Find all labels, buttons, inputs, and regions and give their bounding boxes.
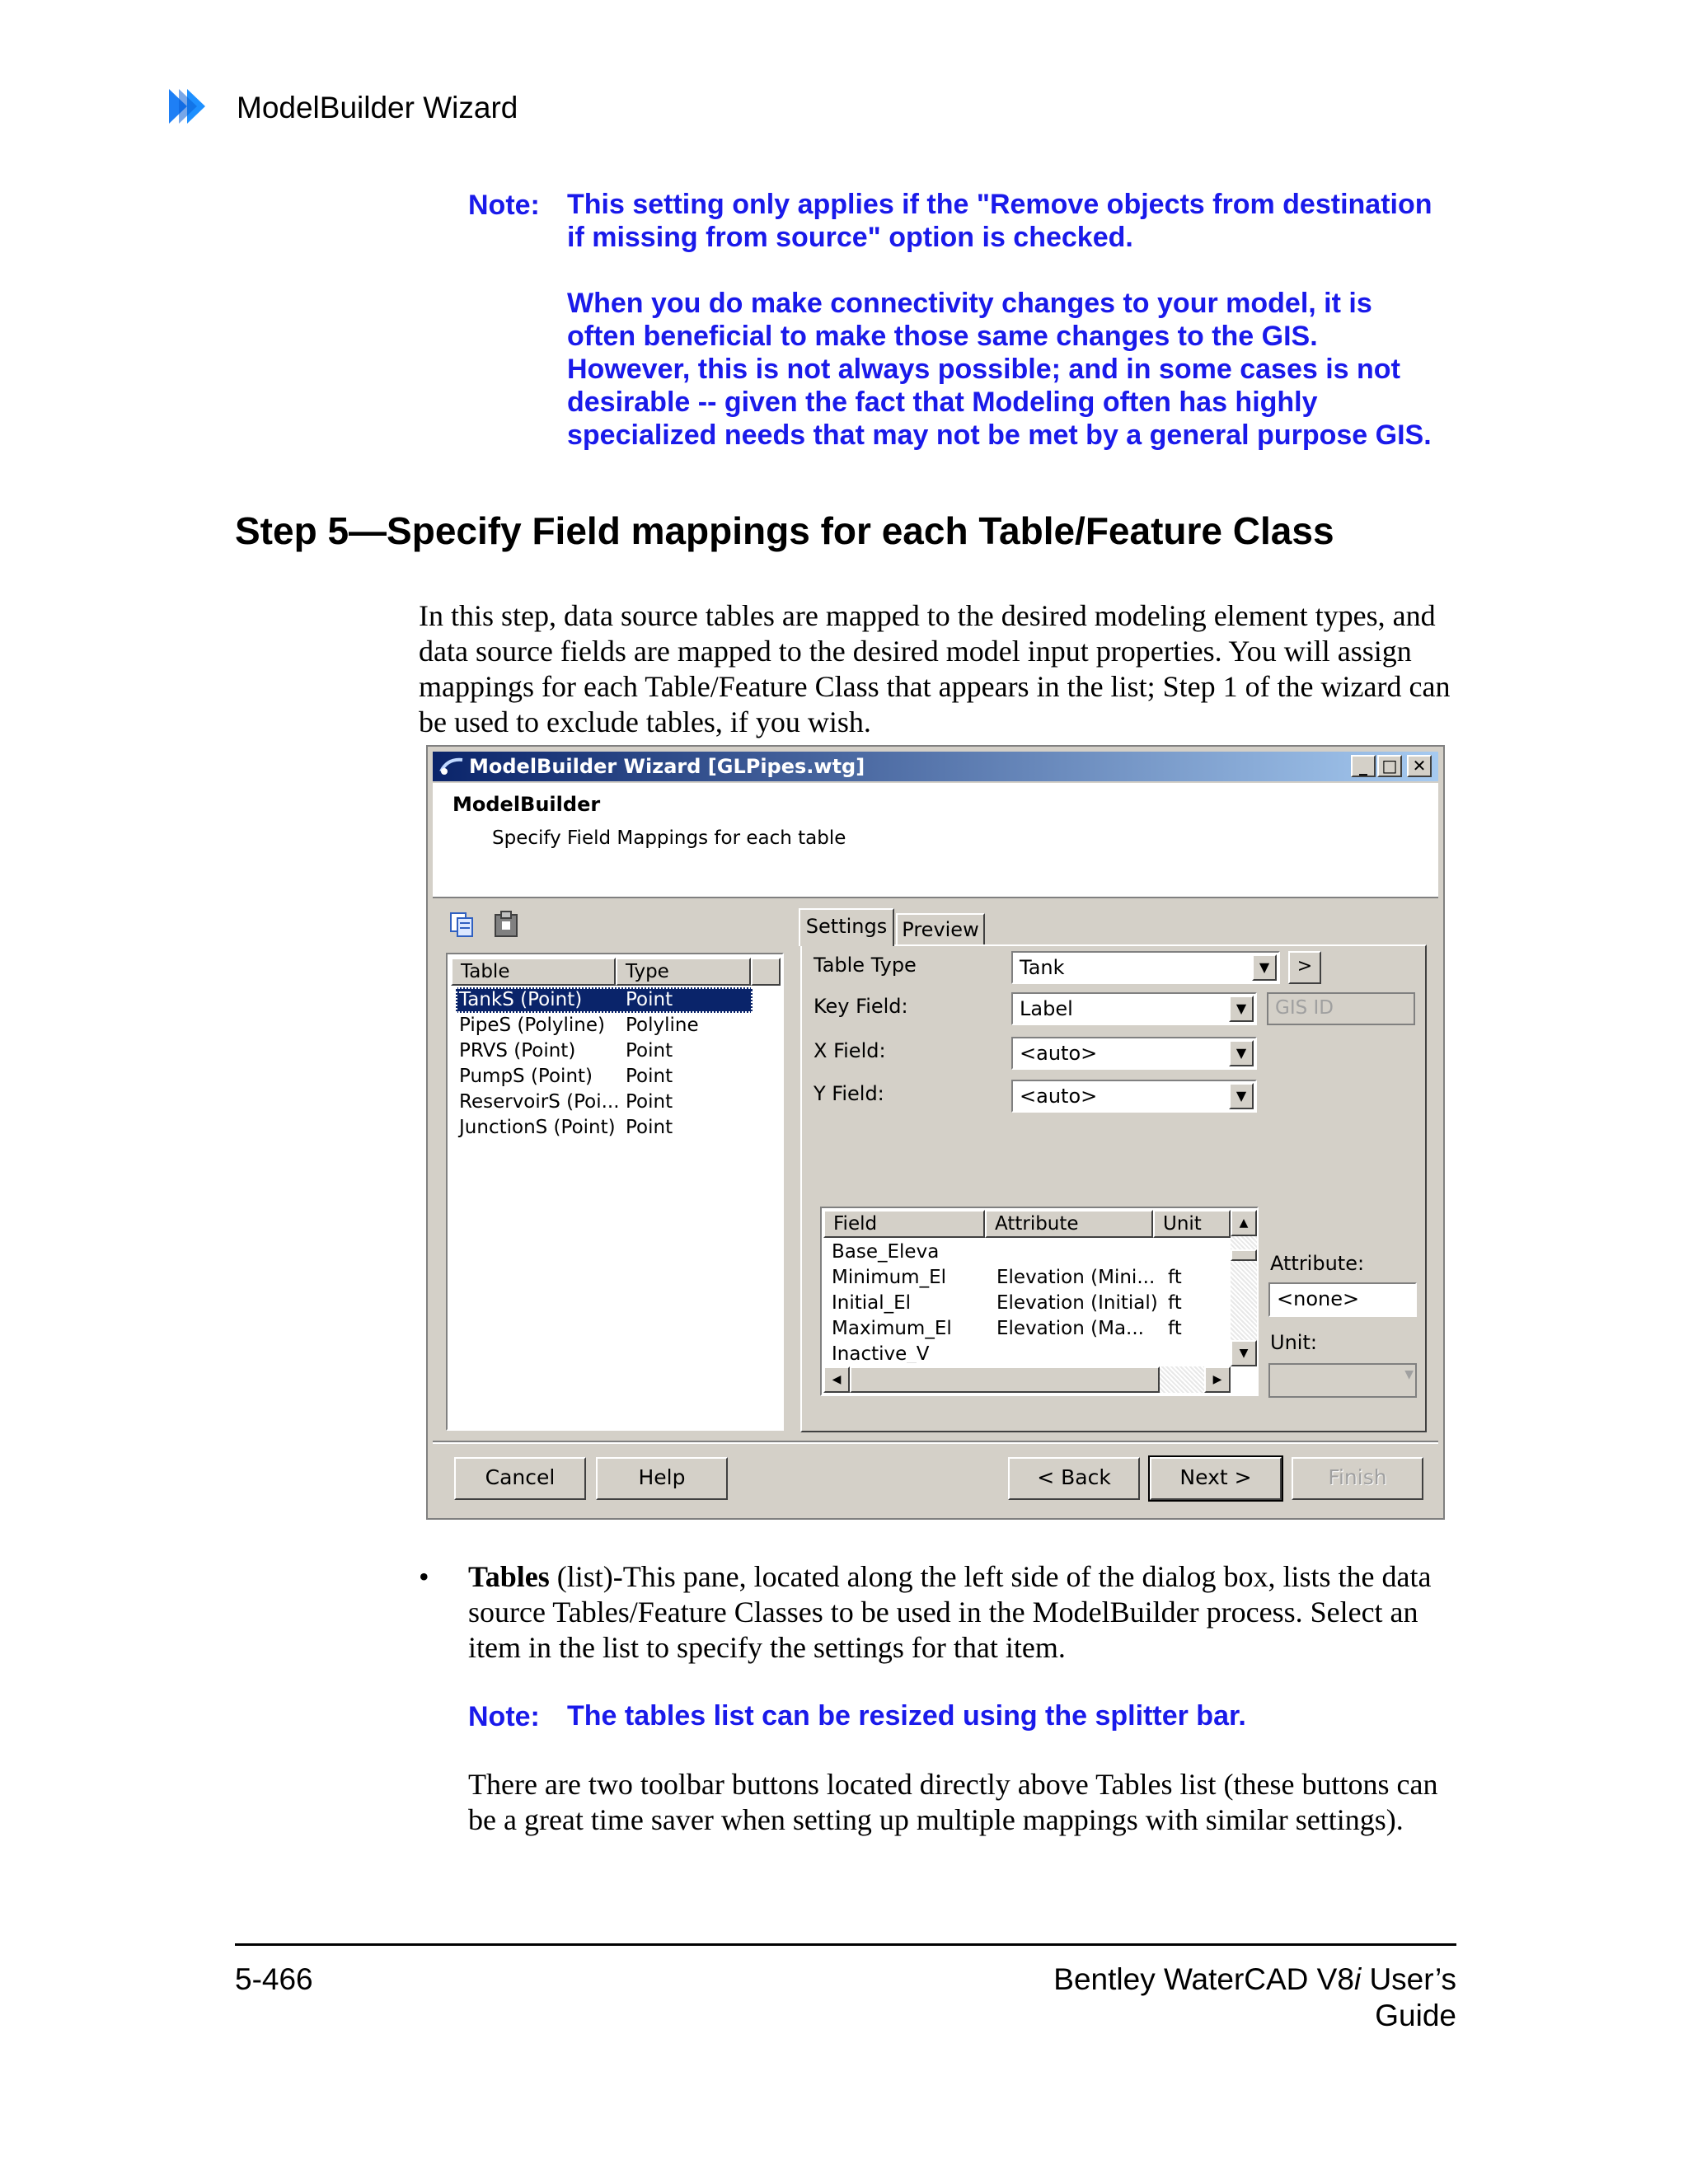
column-header-unit[interactable]: Unit <box>1153 1210 1231 1238</box>
field-row[interactable] <box>832 1240 1227 1265</box>
table-type: Point <box>626 1040 673 1062</box>
table-type: Polyline <box>626 1015 699 1036</box>
intro-line: be used to exclude tables, if you wish. <box>419 705 871 738</box>
table-name: JunctionS (Point) <box>459 1117 616 1138</box>
table-name: ReservoirS (Poi... <box>459 1091 620 1113</box>
finish-button: Finish <box>1292 1457 1423 1500</box>
table-row[interactable] <box>456 1064 753 1090</box>
bullet-line: item in the list to specify the settings for that item. <box>468 1631 1066 1664</box>
attribute-field[interactable] <box>1268 1282 1417 1317</box>
field-mapping-grid[interactable] <box>820 1207 1259 1396</box>
intro-paragraph <box>419 598 1474 740</box>
note-line: However, this is not always possible; and in some cases is not <box>567 354 1400 385</box>
app-icon <box>439 755 464 776</box>
scroll-thumb[interactable] <box>1231 1249 1257 1261</box>
cancel-button[interactable]: Cancel <box>454 1457 586 1500</box>
tables-list[interactable] <box>446 953 784 1431</box>
vertical-scrollbar[interactable] <box>1231 1210 1257 1366</box>
unit-combo <box>1268 1363 1417 1398</box>
chevron-down-icon[interactable]: ▼ <box>1229 996 1254 1022</box>
combo-value: <auto> <box>1020 1085 1098 1108</box>
banner-title: ModelBuilder <box>452 793 601 816</box>
x-field-combo[interactable] <box>1011 1037 1257 1070</box>
modelbuilder-dialog <box>426 745 1445 1520</box>
field-row[interactable] <box>832 1316 1227 1342</box>
table-row[interactable] <box>456 1115 753 1141</box>
combo-value: <auto> <box>1020 1042 1098 1065</box>
running-header: ModelBuilder Wizard <box>237 91 518 124</box>
scroll-right-icon[interactable]: ▶ <box>1204 1366 1231 1393</box>
table-type: Point <box>626 1117 673 1138</box>
scroll-down-icon[interactable]: ▼ <box>1231 1340 1257 1366</box>
table-name: PipeS (Polyline) <box>459 1015 605 1036</box>
help-button[interactable]: Help <box>596 1457 728 1500</box>
note-text: The tables list can be resized using the splitter bar. <box>567 1700 1246 1732</box>
note-line: When you do make connectivity changes to your model, it is <box>567 288 1372 319</box>
field-attribute: Elevation (Ma... <box>996 1318 1144 1339</box>
chevron-down-icon[interactable]: ▼ <box>1229 1040 1254 1066</box>
footer-rule <box>235 1943 1456 1946</box>
dialog-title: ModelBuilder Wizard [GLPipes.wtg] <box>469 755 865 778</box>
field-name: Maximum_El <box>832 1318 952 1339</box>
chevron-down-icon[interactable]: ▼ <box>1229 1083 1254 1109</box>
closing-line: be a great time saver when setting up multiple mappings with similar settings). <box>468 1803 1404 1836</box>
banner-subtitle: Specify Field Mappings for each table <box>492 827 846 849</box>
page-number: 5-466 <box>235 1962 313 1996</box>
section-heading: Step 5—Specify Field mappings for each Table/Feature Class <box>235 509 1334 552</box>
intro-line: In this step, data source tables are mapped to the desired modeling element types, and <box>419 599 1436 632</box>
bullet-marker: • <box>419 1560 429 1593</box>
gis-id-field: GIS ID <box>1267 992 1415 1025</box>
note-line: if missing from source" option is checked. <box>567 222 1133 253</box>
note-line: This setting only applies if the "Remove objects from destination <box>567 189 1432 220</box>
table-type: Point <box>626 1066 673 1087</box>
field-unit: ft <box>1168 1318 1182 1339</box>
chevron-down-icon[interactable]: ▼ <box>1252 954 1277 981</box>
splitter-bar[interactable] <box>790 953 797 1431</box>
guide-title-italic: i <box>1353 1962 1362 1996</box>
field-row[interactable] <box>832 1342 1227 1363</box>
table-row[interactable] <box>456 987 753 1013</box>
bullet-paragraph <box>468 1559 1474 1666</box>
paste-mapping-icon[interactable] <box>492 910 522 940</box>
key-field-combo[interactable] <box>1011 992 1257 1025</box>
combo-value: Tank <box>1020 956 1065 979</box>
field-name: Minimum_El <box>832 1267 947 1288</box>
y-field-label: Y Field: <box>814 1082 884 1105</box>
bullet-term: Tables <box>468 1560 550 1593</box>
field-name: Initial_El <box>832 1292 912 1314</box>
back-button[interactable]: < Back <box>1008 1457 1140 1500</box>
note-label: Note: <box>468 1701 540 1732</box>
title-bar[interactable] <box>433 752 1438 781</box>
table-type-more-button[interactable]: > <box>1288 951 1321 984</box>
column-header-attribute[interactable]: Attribute <box>985 1210 1153 1238</box>
guide-title <box>971 1961 1456 2034</box>
unit-label: Unit: <box>1270 1331 1317 1354</box>
field-unit: ft <box>1168 1267 1182 1288</box>
intro-line: data source fields are mapped to the desired model input properties. You will assign <box>419 635 1412 668</box>
field-name: Base_Eleva <box>832 1241 940 1263</box>
field-row[interactable] <box>832 1291 1227 1316</box>
field-attribute: Elevation (Initial) <box>996 1292 1158 1314</box>
combo-value: Label <box>1020 997 1073 1020</box>
wizard-banner <box>433 783 1438 898</box>
note-line: desirable -- given the fact that Modeling often has highly <box>567 387 1318 418</box>
table-type-combo[interactable] <box>1011 951 1280 984</box>
bullet-line: source Tables/Feature Classes to be used in the ModelBuilder process. Select an <box>468 1596 1418 1629</box>
scroll-left-icon[interactable]: ◀ <box>823 1366 850 1393</box>
close-button[interactable]: ✕ <box>1407 755 1432 777</box>
minimize-button[interactable]: _ <box>1351 755 1376 777</box>
chevron-down-icon: ▼ <box>1404 1368 1414 1381</box>
next-button[interactable]: Next > <box>1150 1457 1282 1500</box>
attribute-label: Attribute: <box>1270 1252 1365 1275</box>
table-row[interactable] <box>456 1038 753 1064</box>
column-header-type[interactable]: Type <box>616 958 751 986</box>
guide-title-suffix: User’s Guide <box>1361 1962 1456 2032</box>
column-header-field[interactable]: Field <box>823 1210 985 1238</box>
chevron-logo-icon <box>169 89 222 124</box>
bullet-line: (list)-This pane, located along the left side of the dialog box, lists the data <box>549 1560 1432 1593</box>
key-field-label: Key Field: <box>814 995 908 1018</box>
scroll-up-icon[interactable]: ▲ <box>1231 1210 1257 1236</box>
attribute-value: <none> <box>1277 1287 1360 1310</box>
field-attribute: Elevation (Mini... <box>996 1267 1156 1288</box>
scroll-thumb[interactable] <box>850 1366 1160 1393</box>
intro-line: mappings for each Table/Feature Class that appears in the list; Step 1 of the wizard can <box>419 670 1451 703</box>
closing-paragraph <box>468 1767 1474 1838</box>
table-type: Point <box>626 1091 673 1113</box>
horizontal-scrollbar[interactable] <box>823 1366 1231 1393</box>
table-row[interactable] <box>456 1090 753 1115</box>
table-type-label: Table Type <box>814 954 917 977</box>
table-name: PRVS (Point) <box>459 1040 576 1062</box>
guide-title-prefix: Bentley WaterCAD V8 <box>1053 1962 1354 1996</box>
table-name: TankS (Point) <box>459 989 583 1010</box>
column-header-filler <box>751 958 781 986</box>
note-label: Note: <box>468 190 540 221</box>
field-row[interactable] <box>832 1265 1227 1291</box>
table-row[interactable] <box>456 1013 753 1038</box>
column-header-table[interactable]: Table <box>451 958 616 986</box>
tab-preview[interactable]: Preview <box>896 913 985 946</box>
field-name: Inactive_V <box>832 1343 930 1363</box>
separator <box>433 1441 1438 1444</box>
note-line: specialized needs that may not be met by a general purpose GIS. <box>567 419 1432 451</box>
table-type: Point <box>626 989 673 1010</box>
maximize-button[interactable]: □ <box>1377 755 1402 777</box>
closing-line: There are two toolbar buttons located directly above Tables list (these buttons can <box>468 1768 1438 1801</box>
settings-panel <box>800 944 1427 1432</box>
note-line: often beneficial to make those same changes to the GIS. <box>567 321 1318 352</box>
y-field-combo[interactable] <box>1011 1080 1257 1113</box>
note-text <box>567 188 1490 452</box>
table-name: PumpS (Point) <box>459 1066 593 1087</box>
x-field-label: X Field: <box>814 1039 886 1062</box>
duplicate-mapping-icon[interactable] <box>448 910 477 940</box>
field-unit: ft <box>1168 1292 1182 1314</box>
tab-settings[interactable]: Settings <box>799 908 894 946</box>
